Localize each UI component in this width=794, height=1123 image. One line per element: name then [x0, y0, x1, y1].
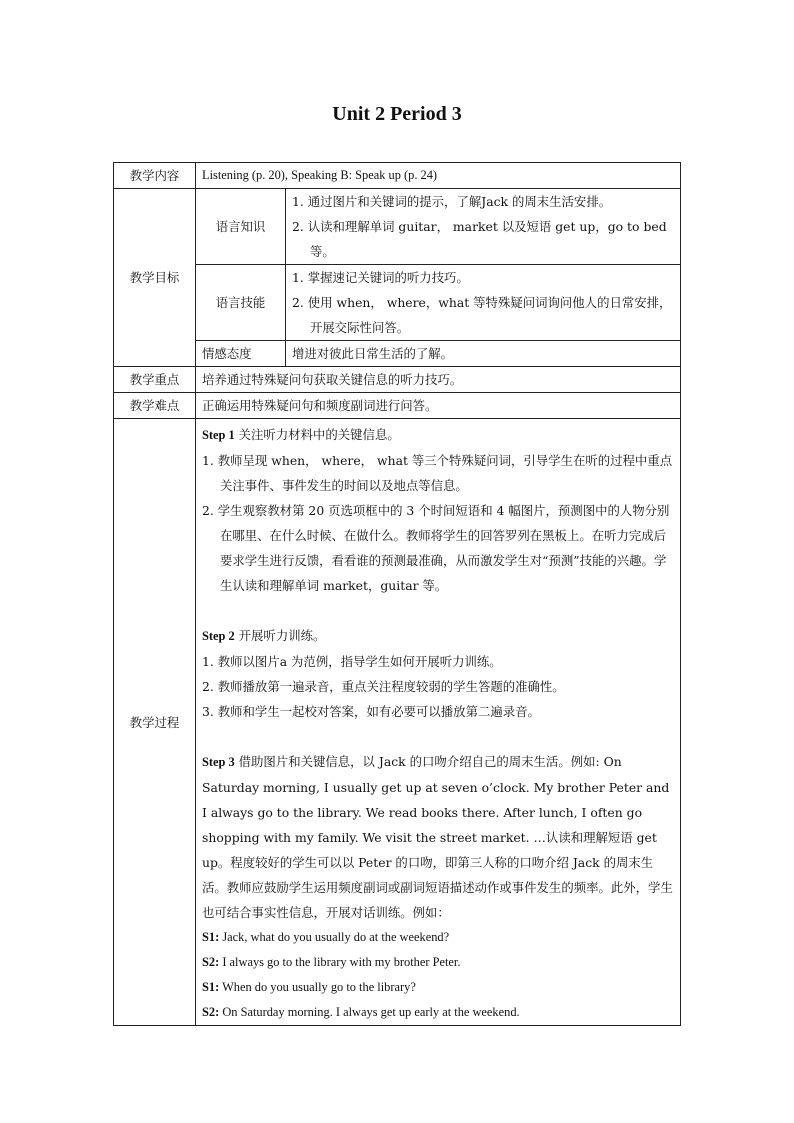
attitude-label: 情感态度: [196, 341, 286, 367]
process-cell: [196, 419, 681, 1026]
content-row: [114, 163, 681, 189]
step2-item: 1. 教师以图片a 为范例，指导学生如何开展听力训练。: [202, 654, 502, 669]
content-value: Listening (p. 20), Speaking B: Speak up (p. 24): [196, 163, 681, 189]
step2-item: 3. 教师和学生一起校对答案，如有必要可以播放第二遍录音。: [202, 704, 540, 719]
content-label: 教学内容: [114, 163, 196, 189]
step1-item: 1. 教师呈现 when， where， what 等三个特殊疑问词，引导学生在听的过程中重点关注事件、事件发生的时间以及地点等信息。: [202, 453, 673, 493]
dialogue-line: [202, 1000, 674, 1025]
skills-item: 2. 使用 when， where，what 等特殊疑问词询问他人的日常安排，开展交际性问答。: [292, 295, 672, 335]
knowledge-item: 2. 认读和理解单词 guitar， market 以及短语 get up，go to bed 等。: [292, 219, 667, 259]
step1-item: 2. 学生观察教材第 20 页选项框中的 3 个时间短语和 4 幅图片，预测图中的人物分别在哪里、在什么时候、在做什么。教师将学生的回答罗列在黑板上。在听力完成后要求学生进行反馈，看看谁的预测最准确，从而激发学生对“预测”技能的兴趣。学生认读和理解单词 market，guitar 等。: [202, 503, 670, 593]
dialogue-text: On Saturday morning. I always get up early at the weekend.: [222, 1005, 520, 1019]
speaker: S2:: [202, 955, 220, 969]
key-points-value: 培养通过特殊疑问句获取关键信息的听力技巧。: [196, 367, 681, 393]
page-title: Unit 2 Period 3: [332, 103, 462, 125]
step3-paragraph: [202, 749, 674, 925]
attitude-value: 增进对彼此日常生活的了解。: [286, 341, 681, 367]
lesson-plan-table: [113, 162, 681, 1026]
objective-skills-row: [114, 265, 681, 341]
speaker: S1:: [202, 930, 220, 944]
step3-text: 借助图片和关键信息，以 Jack 的口吻介绍自己的周末生活。例如: On Saturday morning, I usually get up at seven o’clock. My brother Peter and I always go to the library. We read books there. After lunch, I often go shopping with my family. We visit the street market. …认读和理解短语 get up。程度较好的学生可以以 Peter 的口吻，即第三人称的口吻介绍 Jack 的周末生活。教师应鼓励学生运用频度副词或副词短语描述动作或事件发生的频率。此外，学生也可结合事实性信息，开展对话训练。例如：: [202, 754, 673, 920]
step2-item: 2. 教师播放第一遍录音，重点关注程度较弱的学生答题的准确性。: [202, 679, 565, 694]
dialogue-text: When do you usually go to the library?: [222, 980, 416, 994]
step2-heading: [202, 623, 674, 649]
dialogue-line: [202, 950, 674, 975]
objective-knowledge-row: [114, 189, 681, 265]
key-points-label: 教学重点: [114, 367, 196, 393]
step1-title: Step 1: [202, 428, 235, 442]
step1-heading-text: 关注听力材料中的关键信息。: [238, 427, 400, 442]
step2-title: Step 2: [202, 629, 235, 643]
step3-title: Step 3: [202, 755, 235, 769]
objective-attitude-row: [114, 341, 681, 367]
difficulties-value: 正确运用特殊疑问句和频度副词进行问答。: [196, 393, 681, 419]
dialogue-line: [202, 975, 674, 1000]
skills-cell: [286, 265, 681, 341]
speaker: S2:: [202, 1005, 220, 1019]
knowledge-cell: [286, 189, 681, 265]
speaker: S1:: [202, 980, 220, 994]
difficulties-row: [114, 393, 681, 419]
step1-heading: [202, 422, 674, 448]
dialogue-text: I always go to the library with my brother Peter.: [222, 955, 461, 969]
skills-label: 语言技能: [196, 265, 286, 341]
difficulties-label: 教学难点: [114, 393, 196, 419]
skills-item: 1. 掌握速记关键词的听力技巧。: [292, 270, 469, 285]
dialogue-line: [202, 925, 674, 950]
key-points-row: [114, 367, 681, 393]
process-row: [114, 419, 681, 1026]
dialogue-text: Jack, what do you usually do at the weekend?: [222, 930, 450, 944]
knowledge-item: 1. 通过图片和关键词的提示，了解Jack 的周末生活安排。: [292, 194, 612, 209]
step2-heading-text: 开展听力训练。: [238, 628, 326, 643]
process-label: 教学过程: [114, 419, 196, 1026]
objectives-label: 教学目标: [114, 189, 196, 367]
knowledge-label: 语言知识: [196, 189, 286, 265]
